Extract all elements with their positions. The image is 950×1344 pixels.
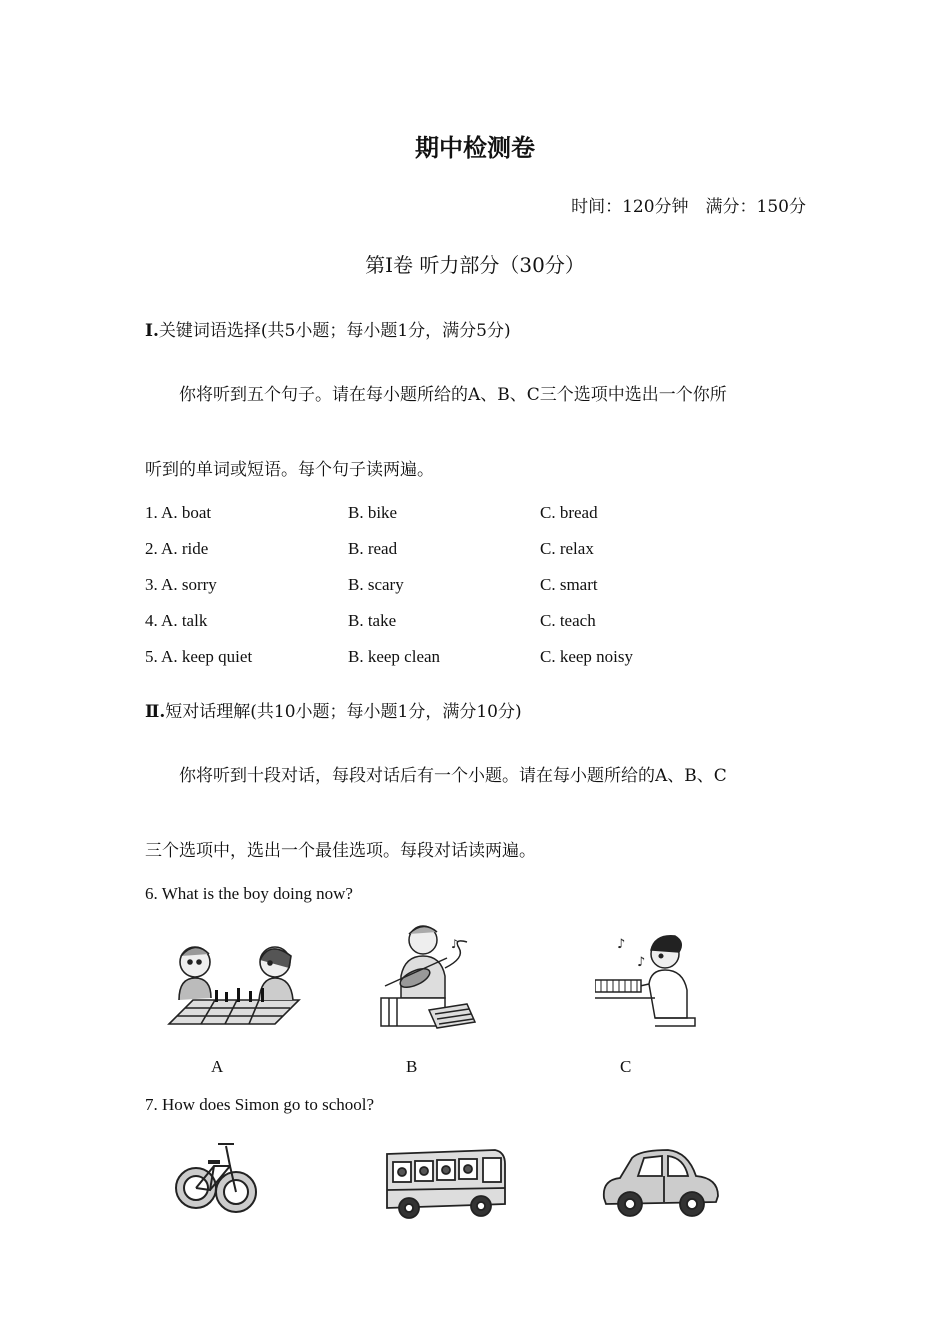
svg-text:♪: ♪: [617, 937, 626, 952]
section2-heading-text: 短对话理解(共10小题；每小题1分，满分10分): [165, 702, 522, 722]
q6-label-c: C: [620, 1057, 632, 1076]
section1-heading-text: 关键词语选择(共5小题；每小题1分，满分5分): [158, 321, 511, 341]
item1-option-b: B. bike: [348, 503, 398, 522]
item1-option-a: 1. A. boat: [145, 503, 212, 522]
section2-numeral: Ⅱ.: [145, 702, 166, 722]
section1-instruction-line2: 听到的单词或短语。每个句子读两遍。: [145, 460, 434, 480]
svg-text:♪: ♪: [637, 955, 646, 970]
section2-instruction-line1: 你将听到十段对话，每段对话后有一个小题。请在每小题所给的A、B、C: [179, 766, 727, 786]
item4-option-c: C. teach: [540, 611, 596, 630]
part-title: 第Ⅰ卷 听力部分（30分）: [365, 253, 585, 277]
item1-option-c: C. bread: [540, 503, 598, 522]
car-picture: [598, 1146, 723, 1222]
question-7: 7. How does Simon go to school?: [145, 1095, 375, 1114]
exam-title: 期中检测卷: [415, 133, 535, 162]
item2-option-b: B. read: [348, 539, 398, 558]
section2-heading: [145, 697, 522, 722]
question-6: 6. What is the boy doing now?: [145, 884, 353, 903]
item3-option-c: C. smart: [540, 575, 598, 594]
playing-piano-picture: [595, 928, 705, 1030]
bus-picture: [383, 1148, 508, 1222]
section1-heading: [145, 316, 511, 341]
item4-option-b: B. take: [348, 611, 397, 630]
playing-chess-picture: [165, 938, 305, 1030]
section1-numeral: Ⅰ.: [145, 321, 159, 341]
q6-label-a: A: [211, 1057, 224, 1076]
item3-option-a: 3. A. sorry: [145, 575, 217, 594]
playing-violin-picture: [375, 918, 480, 1030]
item4-option-a: 4. A. talk: [145, 611, 208, 630]
bike-picture: [170, 1136, 260, 1222]
item2-option-a: 2. A. ride: [145, 539, 209, 558]
item5-option-a: 5. A. keep quiet: [145, 647, 253, 666]
item5-option-b: B. keep clean: [348, 647, 441, 666]
section2-instruction-line2: 三个选项中，选出一个最佳选项。每段对话读两遍。: [145, 841, 536, 861]
svg-text:♪: ♪: [451, 937, 459, 951]
exam-meta: 时间：120分钟 满分：150分: [571, 197, 806, 217]
item5-option-c: C. keep noisy: [540, 647, 634, 666]
item3-option-b: B. scary: [348, 575, 404, 594]
section1-instruction-line1: 你将听到五个句子。请在每小题所给的A、B、C三个选项中选出一个你所: [179, 385, 727, 405]
q6-label-b: B: [406, 1057, 418, 1076]
item2-option-c: C. relax: [540, 539, 594, 558]
